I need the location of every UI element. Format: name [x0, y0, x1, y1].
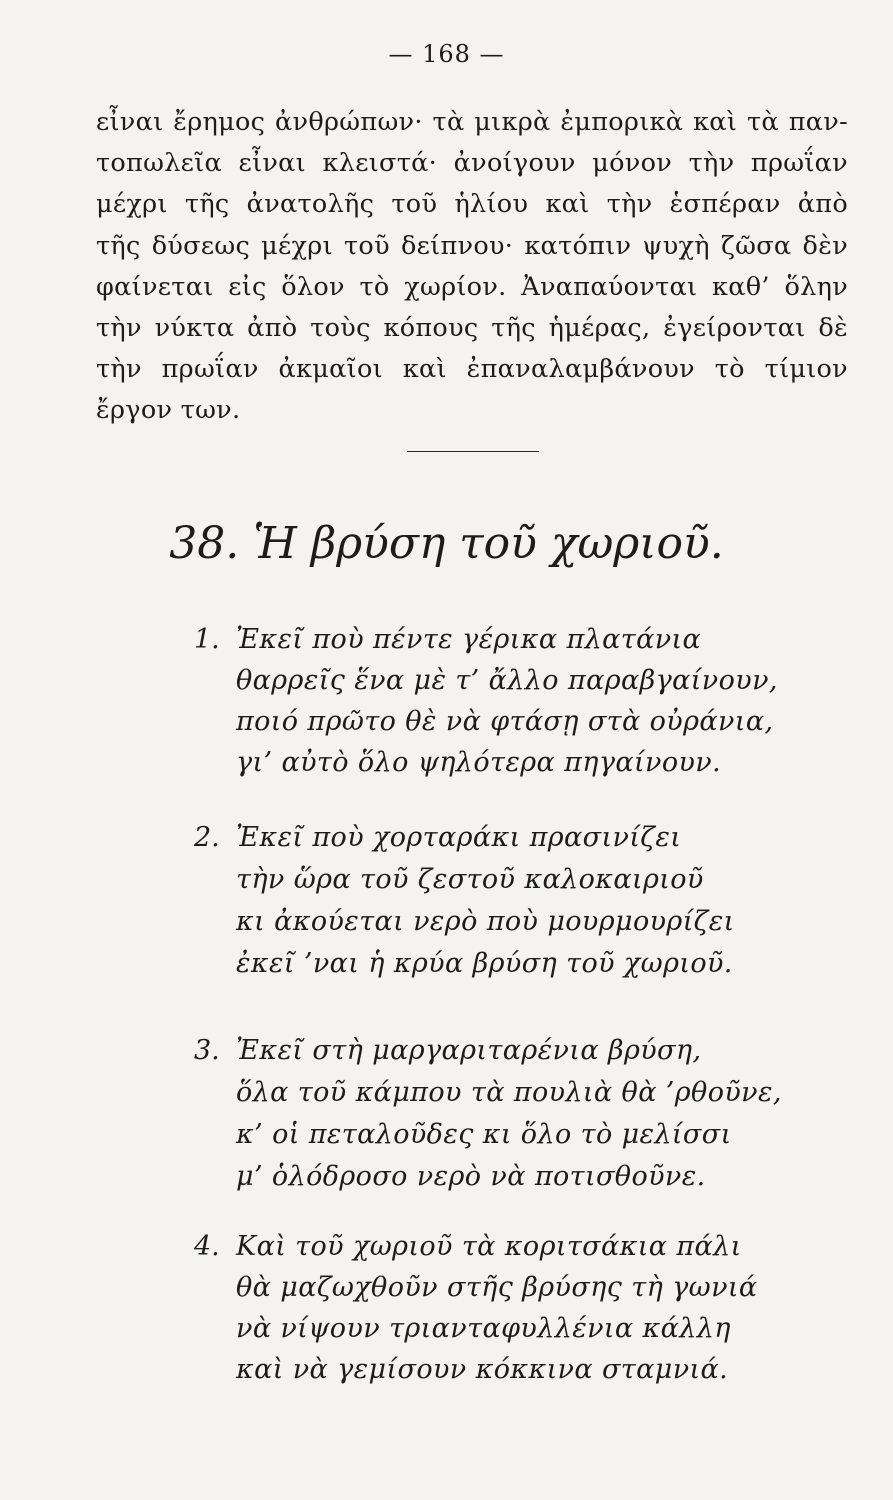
- verse-line: νὰ νίψουν τριανταφυλλένια κάλλη: [236, 1313, 731, 1344]
- verse-line: θαρρεῖς ἕνα μὲ τ’ ἄλλο παραβγαίνουν,: [236, 665, 778, 696]
- verse-line: Ἐκεῖ ποὺ πέντε γέρικα πλατάνια: [236, 624, 702, 655]
- verse-line: καὶ νὰ γεμίσουν κόκκινα σταμνιά.: [236, 1354, 729, 1385]
- prose-line: μέχρι τῆς ἀνατολῆς τοῦ ἡλίου καὶ τὴν ἑσπέραν ἀπὸ: [96, 189, 848, 220]
- verse-line: κι ἀκούεται νερὸ ποὺ μουρμουρίζει: [236, 906, 735, 937]
- poem-title: 38. Ἡ βρύση τοῦ χωριοῦ.: [169, 518, 724, 569]
- verse-line: Καὶ τοῦ χωριοῦ τὰ κοριτσάκια πάλι: [236, 1231, 742, 1262]
- stanza-number: 4.: [194, 1231, 220, 1262]
- stanza-number: 2.: [194, 822, 220, 853]
- verse-line: Ἐκεῖ ποὺ χορταράκι πρασινίζει: [236, 822, 682, 853]
- verse-line: τὴν ὥρα τοῦ ζεστοῦ καλοκαιριοῦ: [236, 864, 704, 895]
- verse-line: Ἐκεῖ στὴ μαργαριταρένια βρύση,: [236, 1035, 702, 1066]
- prose-paragraph: [96, 102, 848, 432]
- prose-line: εἶναι ἔρημος ἀνθρώπων· τὰ μικρὰ ἐμπορικὰ καὶ τὰ παν-: [96, 107, 848, 137]
- verse-line: ποιό πρῶτο θὲ νὰ φτάσῃ στὰ οὐράνια,: [236, 706, 774, 737]
- section-divider: [407, 451, 539, 452]
- verse-line: ὅλα τοῦ κάμπου τὰ πουλιὰ θὰ ’ρθοῦνε,: [236, 1077, 782, 1108]
- prose-line: τῆς δύσεως μέχρι τοῦ δείπνου· κατόπιν ψυχὴ ζῶσα δὲν: [96, 230, 848, 261]
- verse-line: ἐκεῖ ’ναι ἡ κρύα βρύση τοῦ χωριοῦ.: [236, 948, 733, 979]
- prose-line: τὴν νύκτα ἀπὸ τοὺς κόπους τῆς ἡμέρας, ἐγείρονται δὲ: [96, 312, 848, 343]
- verse-line: μ’ ὁλόδροσο νερὸ νὰ ποτισθοῦνε.: [236, 1161, 706, 1192]
- prose-line: τοπωλεῖα εἶναι κλειστά· ἀνοίγουν μόνον τὴν πρωΐαν: [96, 148, 848, 179]
- prose-line: τὴν πρωΐαν ἀκμαῖοι καὶ ἐπαναλαμβάνουν τὸ τίμιον: [96, 354, 848, 385]
- stanza-number: 1.: [194, 624, 220, 655]
- page-number: — 168 —: [388, 40, 505, 68]
- prose-line: φαίνεται εἰς ὅλον τὸ χωρίον. Ἀναπαύονται καθ’ ὅλην: [96, 271, 848, 302]
- verse-line: θὰ μαζωχθοῦν στῆς βρύσης τὴ γωνιά: [236, 1272, 758, 1303]
- prose-line: ἔργον των.: [96, 395, 241, 426]
- verse-line: γι’ αὐτὸ ὅλο ψηλότερα πηγαίνουν.: [236, 747, 722, 778]
- verse-line: κ’ οἱ πεταλοῦδες κι ὅλο τὸ μελίσσι: [236, 1119, 732, 1150]
- stanza-number: 3.: [194, 1035, 220, 1066]
